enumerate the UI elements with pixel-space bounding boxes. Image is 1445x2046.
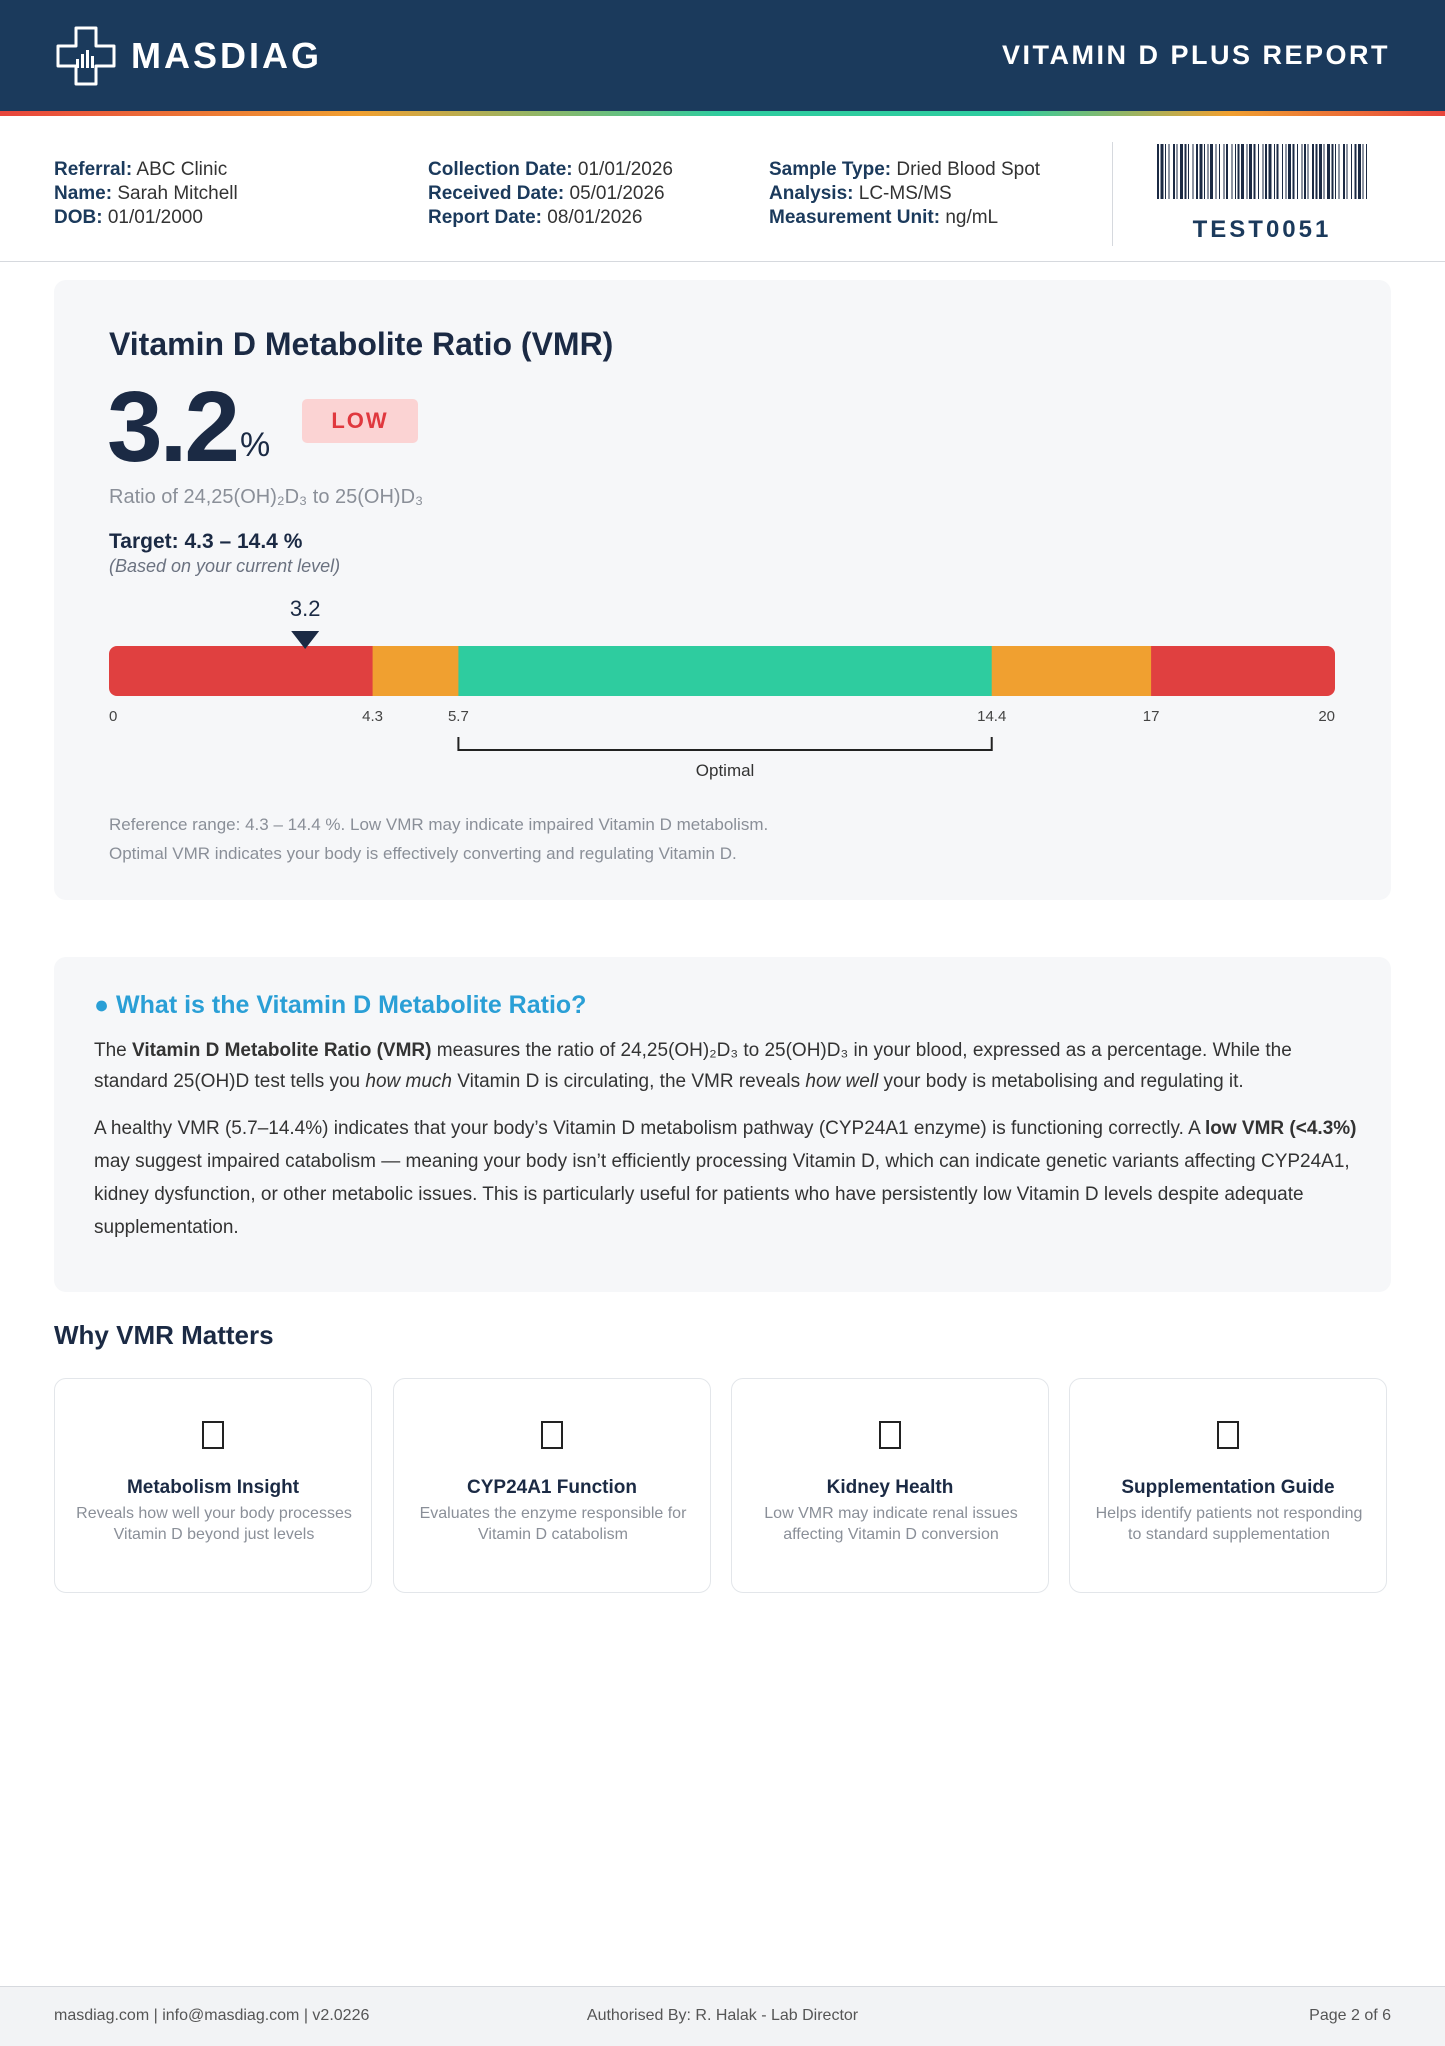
barcode-id: TEST0051	[1192, 216, 1332, 243]
status-badge: LOW	[302, 399, 418, 443]
barcode-bar	[1185, 144, 1187, 199]
barcode-bar	[1269, 144, 1272, 199]
barcode-bar	[1351, 144, 1352, 199]
brand	[55, 25, 322, 87]
barcode-bar	[1161, 144, 1164, 199]
barcode-bar	[1327, 144, 1330, 199]
barcode-bar	[1293, 144, 1295, 199]
referral-row	[54, 158, 238, 182]
optimal-label: Optimal	[695, 761, 755, 780]
received-date-value: 05/01/2026	[569, 183, 665, 204]
feature-title: Kidney Health	[826, 1477, 954, 1498]
barcode-bar	[1286, 144, 1287, 199]
why-section-title: Why VMR Matters	[54, 1320, 274, 1350]
text-run: Vitamin D is circulating, the VMR reveals	[452, 1071, 806, 1092]
placeholder-box-icon	[541, 1421, 563, 1449]
barcode-bar	[1258, 144, 1259, 199]
name-value: Sarah Mitchell	[117, 183, 238, 204]
received-date-label: Received Date:	[428, 183, 565, 204]
barcode-bar	[1363, 144, 1364, 199]
name-row	[54, 182, 238, 206]
barcode-bar	[1332, 144, 1334, 199]
sample-type-value: Dried Blood Spot	[896, 159, 1041, 180]
page-footer	[0, 1986, 1445, 2046]
text-run: The	[94, 1040, 133, 1061]
optimal-bracket	[458, 737, 991, 750]
barcode-bar	[1254, 144, 1256, 199]
text-run: your body is metabolising and regulating it.	[878, 1071, 1244, 1092]
gauge-tick-label: 5.7	[447, 708, 469, 725]
text-run-bold: Vitamin D Metabolite Ratio (VMR)	[132, 1040, 432, 1061]
barcode-bar	[1297, 144, 1298, 199]
barcode-bar	[1173, 144, 1175, 199]
gauge-tick-label: 20	[1318, 708, 1335, 725]
vmr-title: Vitamin D Metabolite Ratio (VMR)	[109, 326, 614, 362]
report-date-row	[428, 206, 673, 230]
sample-type-row	[769, 158, 1040, 182]
footer-authorised: Authorised By: R. Halak - Lab Director	[586, 2007, 859, 2024]
barcode-icon	[1157, 144, 1369, 199]
barcode-bar	[1177, 144, 1178, 199]
text-run-bold: low VMR (<4.3%)	[1204, 1118, 1357, 1139]
vmr-explanation-card	[54, 957, 1391, 1292]
gauge-segment	[373, 646, 459, 696]
explanation-title: ● What is the Vitamin D Metabolite Ratio?	[94, 991, 587, 1019]
footer-contact: masdiag.com | info@masdiag.com | v2.0226	[54, 2007, 370, 2024]
gauge-tick-label: 4.3	[362, 708, 384, 725]
barcode-bar	[1165, 144, 1166, 199]
reference-line-1: Reference range: 4.3 – 14.4 %. Low VMR may indicate impaired Vitamin D metabolism.	[109, 815, 769, 834]
sample-info-column	[769, 158, 1040, 230]
barcode-bar	[1247, 144, 1248, 199]
barcode-bar	[1319, 144, 1322, 199]
collection-date-value: 01/01/2026	[577, 159, 673, 180]
gauge-marker-label: 3.2	[289, 596, 321, 621]
dob-value: 01/01/2000	[107, 207, 203, 228]
barcode-bar	[1224, 144, 1225, 199]
unit-value: ng/mL	[945, 207, 999, 228]
barcode-bar	[1208, 144, 1209, 199]
feature-title: Metabolism Insight	[126, 1477, 300, 1498]
barcode-bar	[1274, 144, 1275, 199]
placeholder-box-icon	[202, 1421, 224, 1449]
feature-card	[393, 1378, 711, 1593]
barcode-bar	[1347, 144, 1348, 199]
sample-type-label: Sample Type:	[769, 159, 892, 180]
feature-description: Evaluates the enzyme responsible for Vitamin D catabolism	[419, 1505, 687, 1543]
feature-title: Supplementation Guide	[1121, 1477, 1335, 1498]
barcode-bar	[1232, 144, 1233, 199]
feature-card	[1069, 1378, 1387, 1593]
gauge-segment	[109, 646, 373, 696]
barcode-bar	[1304, 144, 1306, 199]
placeholder-box-icon	[879, 1421, 901, 1449]
barcode-bar	[1193, 144, 1194, 199]
barcode-bar	[1335, 144, 1336, 199]
explanation-paragraph-2	[94, 1112, 1359, 1244]
barcode-bar	[1343, 144, 1345, 199]
analysis-value: LC-MS/MS	[858, 183, 952, 204]
barcode-bar	[1157, 144, 1159, 199]
barcode-bar	[1302, 144, 1303, 199]
vmr-value: 3.2	[107, 371, 238, 483]
barcode-bar	[1169, 144, 1170, 199]
report-title: VITAMIN D PLUS REPORT	[1001, 40, 1390, 70]
patient-info-column	[54, 158, 238, 230]
unit-row	[769, 206, 1040, 230]
report-date-label: Report Date:	[428, 207, 543, 228]
barcode-bar	[1308, 144, 1309, 199]
barcode-bar	[1339, 144, 1340, 199]
feature-description: Low VMR may indicate renal issues affecting Vitamin D conversion	[764, 1505, 1018, 1543]
barcode-bar	[1277, 144, 1279, 199]
barcode-bar	[1265, 144, 1267, 199]
barcode-bar	[1263, 144, 1264, 199]
text-run: may suggest impaired catabolism — meaning your body isn’t efficiently processing Vitamin D, which can indicate genetic variants affecting CYP24A1, kidney dysfunction, or other metabolic issues. This is particularly useful for patients who have persistently low Vitamin D levels despite adequate supplementation.	[94, 1151, 1350, 1238]
name-label: Name:	[54, 183, 113, 204]
gauge-bar	[109, 646, 1336, 696]
feature-card	[731, 1378, 1049, 1593]
analysis-row	[769, 182, 1040, 206]
barcode-bar	[1358, 144, 1361, 199]
explanation-paragraph-1	[94, 1035, 1359, 1097]
target-note: (Based on your current level)	[109, 556, 341, 576]
medical-cross-logo-icon	[55, 25, 117, 87]
dob-row	[54, 206, 238, 230]
barcode-bar	[1238, 144, 1240, 199]
ratio-description: Ratio of 24,25(OH)₂D₃ to 25(OH)D₃	[109, 486, 424, 508]
text-run-italic: how much	[365, 1071, 452, 1092]
report-date-value: 08/01/2026	[547, 207, 643, 228]
feature-title: CYP24A1 Function	[467, 1477, 637, 1498]
gauge-segment	[1151, 646, 1335, 696]
gauge-tick-label: 14.4	[977, 708, 1007, 725]
target-range: Target: 4.3 – 14.4 %	[109, 530, 303, 553]
text-run: A healthy VMR (5.7–14.4%) indicates that your body’s Vitamin D metabolism pathway (CYP24A1 enzyme) is functioning correctly. A	[94, 1118, 1205, 1139]
referral-value: ABC Clinic	[136, 159, 228, 180]
dates-info-column	[428, 158, 673, 230]
feature-card	[54, 1378, 372, 1593]
gauge-tick-label: 17	[1142, 708, 1160, 725]
collection-date-label: Collection Date:	[428, 159, 573, 180]
analysis-label: Analysis:	[769, 183, 854, 204]
barcode-bar	[1210, 144, 1213, 199]
patient-info-section	[0, 116, 1445, 262]
received-date-row	[428, 182, 673, 206]
feature-description: Reveals how well your body processes Vitamin D beyond just levels	[76, 1505, 352, 1543]
footer-page-number: Page 2 of 6	[1309, 2007, 1391, 2024]
gauge-segment	[992, 646, 1152, 696]
barcode-bar	[1355, 144, 1357, 199]
gauge-tick-label: 0	[109, 708, 118, 725]
vmr-result-card	[54, 280, 1391, 900]
barcode-bar	[1180, 144, 1183, 199]
barcode-bar	[1219, 144, 1220, 199]
vmr-gauge	[54, 280, 1391, 900]
barcode-bar	[1312, 144, 1314, 199]
barcode-bar	[1241, 144, 1244, 199]
gauge-segment	[458, 646, 992, 696]
barcode-bar	[1288, 144, 1291, 199]
barcode-bar	[1316, 144, 1318, 199]
barcode-bar	[1324, 144, 1325, 199]
barcode-bar	[1204, 144, 1205, 199]
barcode-bar	[1188, 144, 1189, 199]
unit-label: Measurement Unit:	[769, 207, 941, 228]
placeholder-box-icon	[1217, 1421, 1239, 1449]
text-run: measures the ratio of 24,25(OH)₂D₃ to 25(OH)D₃ in your blood, expressed as a percentage. While the standard 25(OH)D test tells you	[94, 1040, 1292, 1092]
vmr-unit: %	[240, 426, 271, 464]
barcode-bar	[1235, 144, 1236, 199]
barcode-bar	[1200, 144, 1203, 199]
collection-date-row	[428, 158, 673, 182]
barcode-bar	[1249, 144, 1252, 199]
reference-text	[109, 810, 768, 868]
barcode-bar	[1366, 144, 1367, 199]
brand-name: MASDIAG	[131, 34, 322, 76]
reference-line-2: Optimal VMR indicates your body is effectively converting and regulating Vitamin D.	[109, 844, 737, 863]
feature-description: Helps identify patients not responding to standard supplementation	[1095, 1505, 1363, 1543]
barcode-bar	[1282, 144, 1283, 199]
text-run-italic: how well	[805, 1071, 879, 1092]
dob-label: DOB:	[54, 207, 103, 228]
report-header	[0, 0, 1445, 111]
referral-label: Referral:	[54, 159, 133, 180]
barcode-bar	[1196, 144, 1198, 199]
barcode-bar	[1226, 144, 1228, 199]
barcode-bar	[1216, 144, 1217, 199]
